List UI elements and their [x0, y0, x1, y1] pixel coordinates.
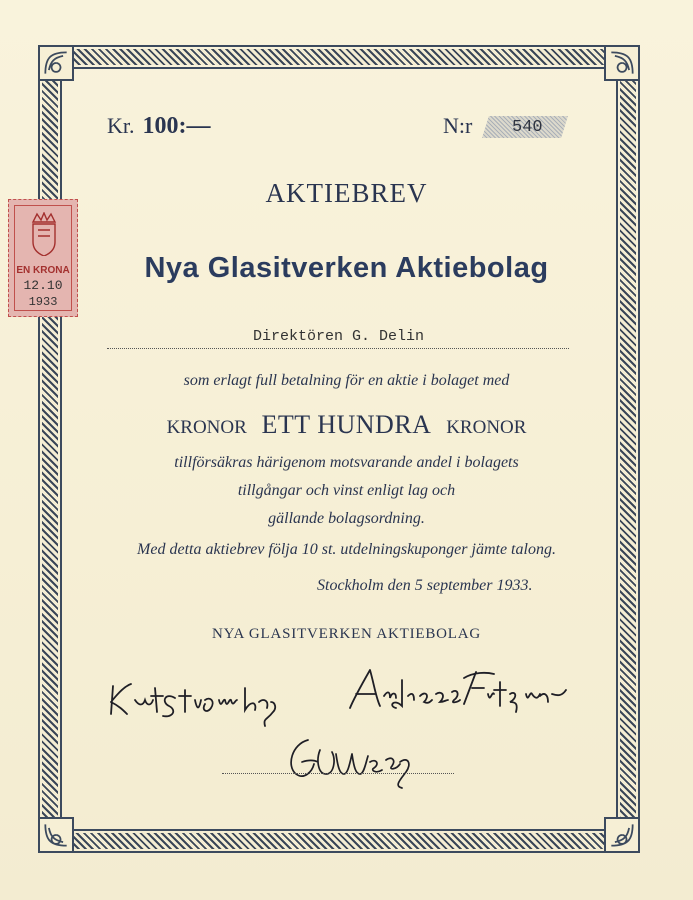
stamp-year: 1933 [28, 295, 58, 309]
stamp-date: 12.10 [23, 278, 63, 293]
amount-prefix: Kr. [107, 113, 135, 138]
kronor-words: ETT HUNDRA [261, 410, 432, 439]
amount-words [0, 410, 693, 440]
crown-crest-icon [29, 212, 59, 256]
document-title: AKTIEBREV [265, 178, 428, 208]
place-date: Stockholm den 5 september 1933. [317, 577, 533, 594]
tax-stamp [8, 199, 78, 317]
signature-bottom [282, 730, 422, 795]
signature-left [105, 672, 290, 727]
amount-heading [107, 113, 211, 140]
stamp-text: EN KRONA [16, 265, 70, 276]
company-name: Nya Glasitverken Aktiebolag [144, 252, 549, 284]
signature-line [222, 773, 454, 774]
holder-line [107, 328, 569, 349]
corner-ornament-icon [38, 817, 74, 853]
company-footer: NYA GLASITVERKEN AKTIEBOLAG [211, 626, 482, 642]
body-text-line: tillgångar och vinst enligt lag och [237, 482, 456, 499]
signature-right [340, 660, 570, 725]
number-label: N:r [443, 113, 473, 138]
coupon-text: Med detta aktiebrev följa 10 st. utdelningskuponger jämte talong. [137, 541, 556, 558]
corner-ornament-icon [38, 45, 74, 81]
corner-ornament-icon [604, 817, 640, 853]
body-text-line: tillförsäkras härigenom motsvarande andel i bolagets [174, 454, 519, 471]
body-text-line: gällande bolagsordning. [268, 510, 425, 527]
certificate-number: 540 [512, 118, 543, 137]
holder-name: Direktören G. Delin [253, 328, 425, 345]
kronor-right: KRONOR [446, 417, 527, 438]
corner-ornament-icon [604, 45, 640, 81]
kronor-left: KRONOR [166, 417, 247, 438]
body-text-line: som erlagt full betalning för en aktie i bolaget med [183, 372, 510, 389]
amount-value: 100:— [142, 113, 211, 139]
